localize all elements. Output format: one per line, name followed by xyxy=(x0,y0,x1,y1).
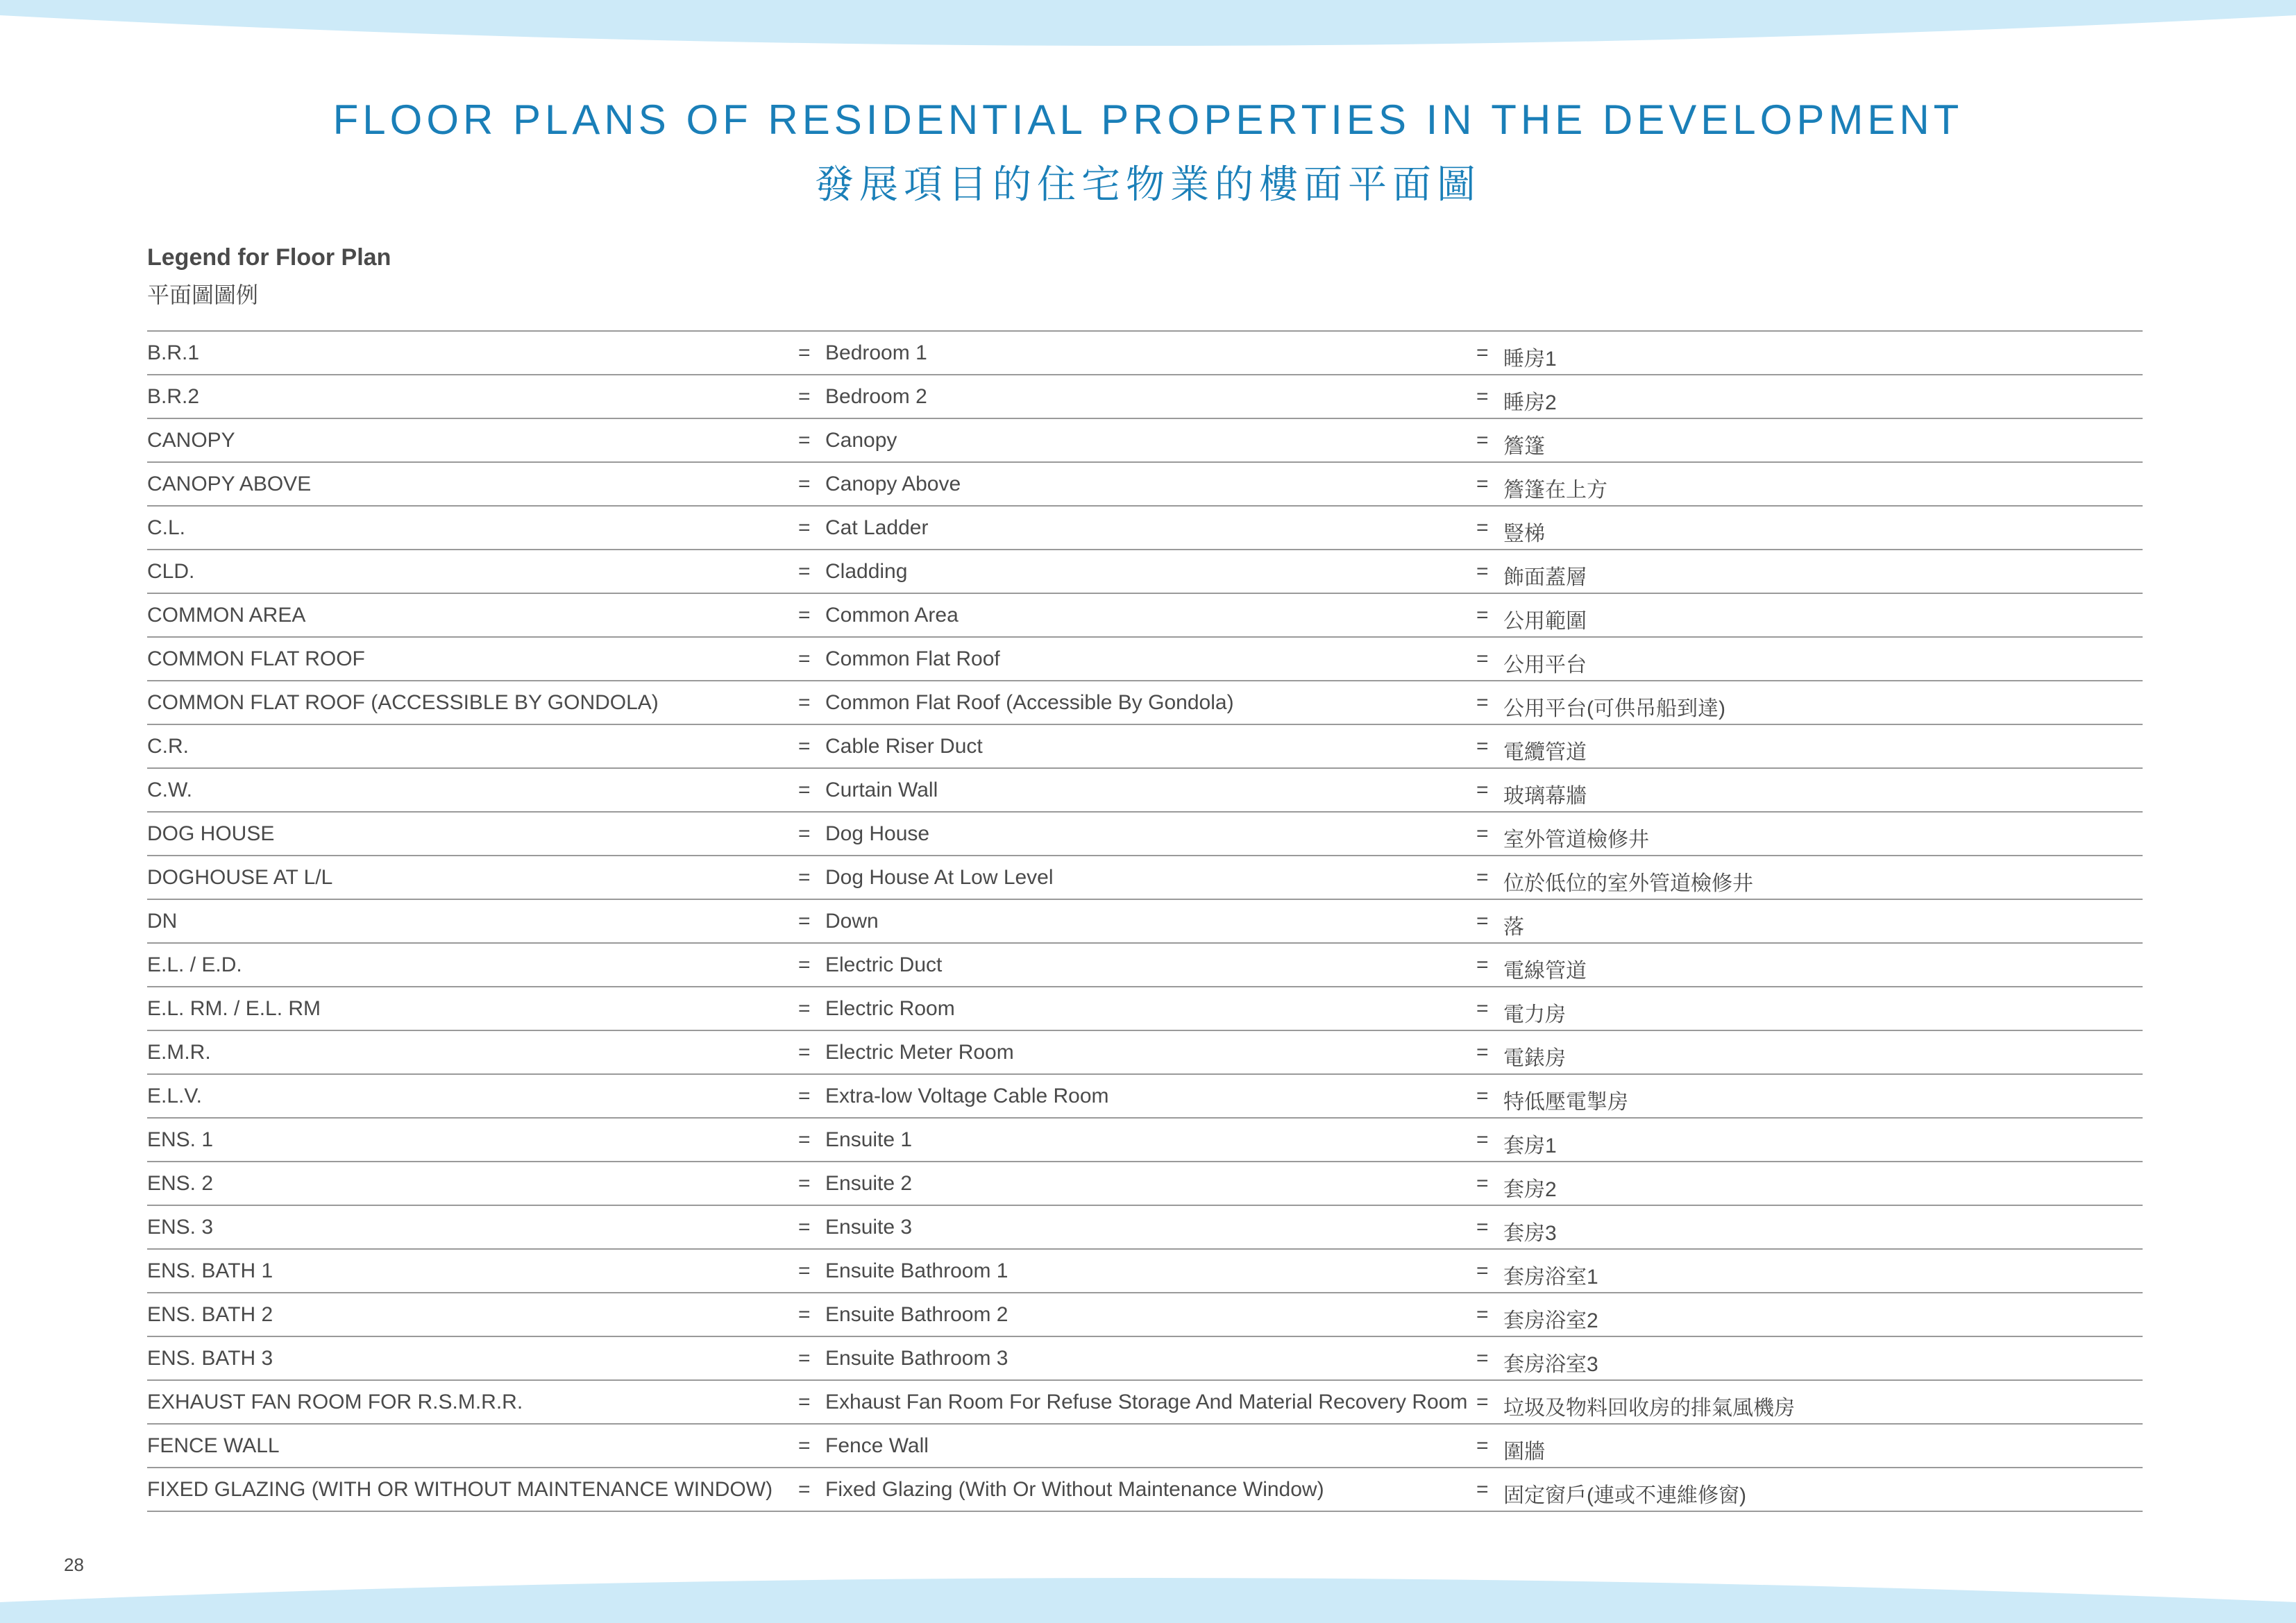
legend-abbreviation: FENCE WALL xyxy=(147,1434,280,1457)
legend-abbreviation: ENS. BATH 1 xyxy=(147,1259,273,1282)
legend-heading-english: Legend for Floor Plan xyxy=(147,244,391,271)
legend-row xyxy=(147,463,2143,507)
legend-row xyxy=(147,1119,2143,1162)
equals-sign: = xyxy=(1476,604,1489,627)
equals-sign: = xyxy=(1476,429,1489,452)
equals-sign: = xyxy=(798,1128,811,1151)
legend-abbreviation: ENS. BATH 3 xyxy=(147,1347,273,1370)
legend-row xyxy=(147,944,2143,987)
legend-row xyxy=(147,1293,2143,1337)
equals-sign: = xyxy=(798,866,811,889)
legend-chinese-term: 電錶房 xyxy=(1503,1047,1566,1070)
legend-abbreviation: E.L. / E.D. xyxy=(147,953,242,976)
legend-english-term: Electric Duct xyxy=(825,953,943,976)
legend-english-term: Extra-low Voltage Cable Room xyxy=(825,1085,1109,1107)
legend-english-term: Fence Wall xyxy=(825,1434,929,1457)
legend-chinese-term: 固定窗戶(連或不連維修窗) xyxy=(1503,1484,1746,1507)
equals-sign: = xyxy=(1476,341,1489,364)
equals-sign: = xyxy=(798,691,811,714)
page-title-chinese: 發展項目的住宅物業的樓面平面圖 xyxy=(815,162,1481,206)
equals-sign: = xyxy=(1476,691,1489,714)
legend-abbreviation: E.L. RM. / E.L. RM xyxy=(147,997,321,1020)
legend-english-term: Cat Ladder xyxy=(825,516,929,539)
equals-sign: = xyxy=(798,779,811,801)
legend-row xyxy=(147,1425,2143,1468)
legend-abbreviation: B.R.1 xyxy=(147,341,200,364)
equals-sign: = xyxy=(1476,953,1489,976)
equals-sign: = xyxy=(798,1303,811,1326)
equals-sign: = xyxy=(798,1434,811,1457)
legend-abbreviation: E.L.V. xyxy=(147,1085,202,1107)
equals-sign: = xyxy=(798,1216,811,1239)
legend-english-term: Ensuite Bathroom 3 xyxy=(825,1347,1008,1370)
legend-row xyxy=(147,856,2143,900)
legend-row xyxy=(147,1075,2143,1119)
equals-sign: = xyxy=(798,647,811,670)
equals-sign: = xyxy=(1476,866,1489,889)
top-decorative-band xyxy=(0,0,2296,56)
legend-row xyxy=(147,1206,2143,1250)
legend-chinese-term: 豎梯 xyxy=(1503,522,1545,545)
equals-sign: = xyxy=(1476,1085,1489,1107)
legend-chinese-term: 公用平台(可供吊船到達) xyxy=(1503,697,1725,720)
legend-english-term: Exhaust Fan Room For Refuse Storage And Material Recovery Room xyxy=(825,1391,1468,1413)
legend-chinese-term: 位於低位的室外管道檢修井 xyxy=(1503,872,1753,895)
equals-sign: = xyxy=(1476,822,1489,845)
equals-sign: = xyxy=(798,604,811,627)
equals-sign: = xyxy=(798,516,811,539)
equals-sign: = xyxy=(798,997,811,1020)
legend-row xyxy=(147,1381,2143,1425)
equals-sign: = xyxy=(1476,1172,1489,1195)
legend-row xyxy=(147,638,2143,681)
legend-chinese-term: 特低壓電掣房 xyxy=(1503,1091,1628,1114)
legend-chinese-term: 簷篷在上方 xyxy=(1503,479,1607,502)
legend-abbreviation: EXHAUST FAN ROOM FOR R.S.M.R.R. xyxy=(147,1391,523,1413)
equals-sign: = xyxy=(1476,1478,1489,1501)
equals-sign: = xyxy=(1476,1128,1489,1151)
legend-abbreviation: COMMON FLAT ROOF xyxy=(147,647,365,670)
legend-chinese-term: 落 xyxy=(1503,916,1524,939)
legend-chinese-term: 公用範圍 xyxy=(1503,610,1587,633)
equals-sign: = xyxy=(1476,1041,1489,1064)
legend-chinese-term: 電線管道 xyxy=(1503,960,1587,983)
legend-abbreviation: COMMON FLAT ROOF (ACCESSIBLE BY GONDOLA) xyxy=(147,691,659,714)
legend-abbreviation: ENS. 1 xyxy=(147,1128,214,1151)
legend-chinese-term: 垃圾及物料回收房的排氣風機房 xyxy=(1503,1397,1795,1420)
equals-sign: = xyxy=(1476,1434,1489,1457)
legend-row xyxy=(147,1468,2143,1512)
equals-sign: = xyxy=(1476,1347,1489,1370)
equals-sign: = xyxy=(798,560,811,583)
legend-abbreviation: DOGHOUSE AT L/L xyxy=(147,866,333,889)
legend-chinese-term: 飾面蓋層 xyxy=(1503,566,1587,589)
legend-abbreviation: E.M.R. xyxy=(147,1041,211,1064)
legend-english-term: Bedroom 2 xyxy=(825,385,927,408)
legend-chinese-term: 套房3 xyxy=(1503,1222,1557,1245)
legend-abbreviation: CANOPY ABOVE xyxy=(147,473,312,495)
equals-sign: = xyxy=(798,1259,811,1282)
legend-english-term: Canopy xyxy=(825,429,897,452)
legend-chinese-term: 簷篷 xyxy=(1503,435,1545,458)
legend-english-term: Dog House At Low Level xyxy=(825,866,1054,889)
equals-sign: = xyxy=(1476,516,1489,539)
equals-sign: = xyxy=(798,429,811,452)
legend-english-term: Bedroom 1 xyxy=(825,341,927,364)
legend-row xyxy=(147,550,2143,594)
equals-sign: = xyxy=(798,1172,811,1195)
legend-chinese-term: 睡房2 xyxy=(1503,391,1557,414)
legend-english-term: Common Flat Roof (Accessible By Gondola) xyxy=(825,691,1234,714)
legend-abbreviation: DN xyxy=(147,910,178,933)
equals-sign: = xyxy=(1476,735,1489,758)
equals-sign: = xyxy=(1476,385,1489,408)
equals-sign: = xyxy=(1476,1391,1489,1413)
equals-sign: = xyxy=(798,385,811,408)
legend-chinese-term: 套房2 xyxy=(1503,1178,1557,1201)
legend-abbreviation: CANOPY xyxy=(147,429,235,452)
legend-abbreviation: ENS. 2 xyxy=(147,1172,214,1195)
legend-chinese-term: 套房浴室2 xyxy=(1503,1309,1598,1332)
legend-row xyxy=(147,769,2143,813)
legend-abbreviation: COMMON AREA xyxy=(147,604,306,627)
page-number: 28 xyxy=(64,1554,84,1575)
legend-row xyxy=(147,1162,2143,1206)
legend-abbreviation: C.W. xyxy=(147,779,192,801)
legend-abbreviation: ENS. 3 xyxy=(147,1216,214,1239)
legend-row xyxy=(147,594,2143,638)
legend-heading-chinese: 平面圖圖例 xyxy=(147,282,259,307)
legend-row xyxy=(147,419,2143,463)
legend-english-term: Fixed Glazing (With Or Without Maintenance Window) xyxy=(825,1478,1324,1501)
legend-abbreviation: CLD. xyxy=(147,560,195,583)
legend-english-term: Canopy Above xyxy=(825,473,961,495)
legend-english-term: Electric Room xyxy=(825,997,955,1020)
equals-sign: = xyxy=(1476,473,1489,495)
equals-sign: = xyxy=(1476,560,1489,583)
equals-sign: = xyxy=(798,341,811,364)
equals-sign: = xyxy=(798,1478,811,1501)
legend-english-term: Ensuite Bathroom 1 xyxy=(825,1259,1008,1282)
legend-chinese-term: 套房浴室3 xyxy=(1503,1353,1598,1376)
legend-chinese-term: 圍牆 xyxy=(1503,1441,1545,1463)
legend-abbreviation: DOG HOUSE xyxy=(147,822,275,845)
legend-row xyxy=(147,681,2143,725)
page-title-english: FLOOR PLANS OF RESIDENTIAL PROPERTIES IN THE DEVELOPMENT xyxy=(332,96,1964,143)
legend-row xyxy=(147,375,2143,419)
legend-english-term: Dog House xyxy=(825,822,930,845)
legend-chinese-term: 公用平台 xyxy=(1503,654,1587,677)
legend-abbreviation: C.L. xyxy=(147,516,186,539)
legend-english-term: Ensuite 3 xyxy=(825,1216,913,1239)
legend-english-term: Ensuite 1 xyxy=(825,1128,913,1151)
legend-chinese-term: 電力房 xyxy=(1503,1003,1566,1026)
legend-english-term: Cable Riser Duct xyxy=(825,735,983,758)
legend-abbreviation: C.R. xyxy=(147,735,189,758)
equals-sign: = xyxy=(1476,997,1489,1020)
equals-sign: = xyxy=(1476,1259,1489,1282)
legend-chinese-term: 睡房1 xyxy=(1503,348,1557,371)
legend-english-term: Down xyxy=(825,910,879,933)
legend-english-term: Cladding xyxy=(825,560,908,583)
legend-english-term: Ensuite 2 xyxy=(825,1172,913,1195)
equals-sign: = xyxy=(1476,910,1489,933)
equals-sign: = xyxy=(798,910,811,933)
legend-chinese-term: 玻璃幕牆 xyxy=(1503,785,1587,808)
legend-row xyxy=(147,1250,2143,1293)
equals-sign: = xyxy=(798,1391,811,1413)
legend-english-term: Electric Meter Room xyxy=(825,1041,1014,1064)
legend-english-term: Curtain Wall xyxy=(825,779,938,801)
bottom-decorative-band xyxy=(0,1567,2296,1623)
equals-sign: = xyxy=(798,1085,811,1107)
equals-sign: = xyxy=(1476,647,1489,670)
equals-sign: = xyxy=(798,953,811,976)
legend-english-term: Common Area xyxy=(825,604,959,627)
equals-sign: = xyxy=(798,735,811,758)
legend-row xyxy=(147,813,2143,856)
legend-row xyxy=(147,332,2143,375)
legend-row xyxy=(147,507,2143,550)
equals-sign: = xyxy=(798,1347,811,1370)
legend-english-term: Ensuite Bathroom 2 xyxy=(825,1303,1008,1326)
equals-sign: = xyxy=(1476,1216,1489,1239)
legend-row xyxy=(147,1337,2143,1381)
legend-chinese-term: 室外管道檢修井 xyxy=(1503,829,1649,851)
equals-sign: = xyxy=(798,1041,811,1064)
legend-row xyxy=(147,900,2143,944)
legend-english-term: Common Flat Roof xyxy=(825,647,1000,670)
legend-row xyxy=(147,1031,2143,1075)
legend-row xyxy=(147,725,2143,769)
legend-chinese-term: 電纜管道 xyxy=(1503,741,1587,764)
legend-abbreviation: ENS. BATH 2 xyxy=(147,1303,273,1326)
equals-sign: = xyxy=(798,822,811,845)
legend-chinese-term: 套房浴室1 xyxy=(1503,1266,1598,1289)
legend-abbreviation: FIXED GLAZING (WITH OR WITHOUT MAINTENANCE WINDOW) xyxy=(147,1478,773,1501)
legend-row xyxy=(147,987,2143,1031)
equals-sign: = xyxy=(1476,779,1489,801)
legend-chinese-term: 套房1 xyxy=(1503,1135,1557,1157)
legend-table xyxy=(147,330,2143,1512)
equals-sign: = xyxy=(798,473,811,495)
legend-abbreviation: B.R.2 xyxy=(147,385,200,408)
equals-sign: = xyxy=(1476,1303,1489,1326)
